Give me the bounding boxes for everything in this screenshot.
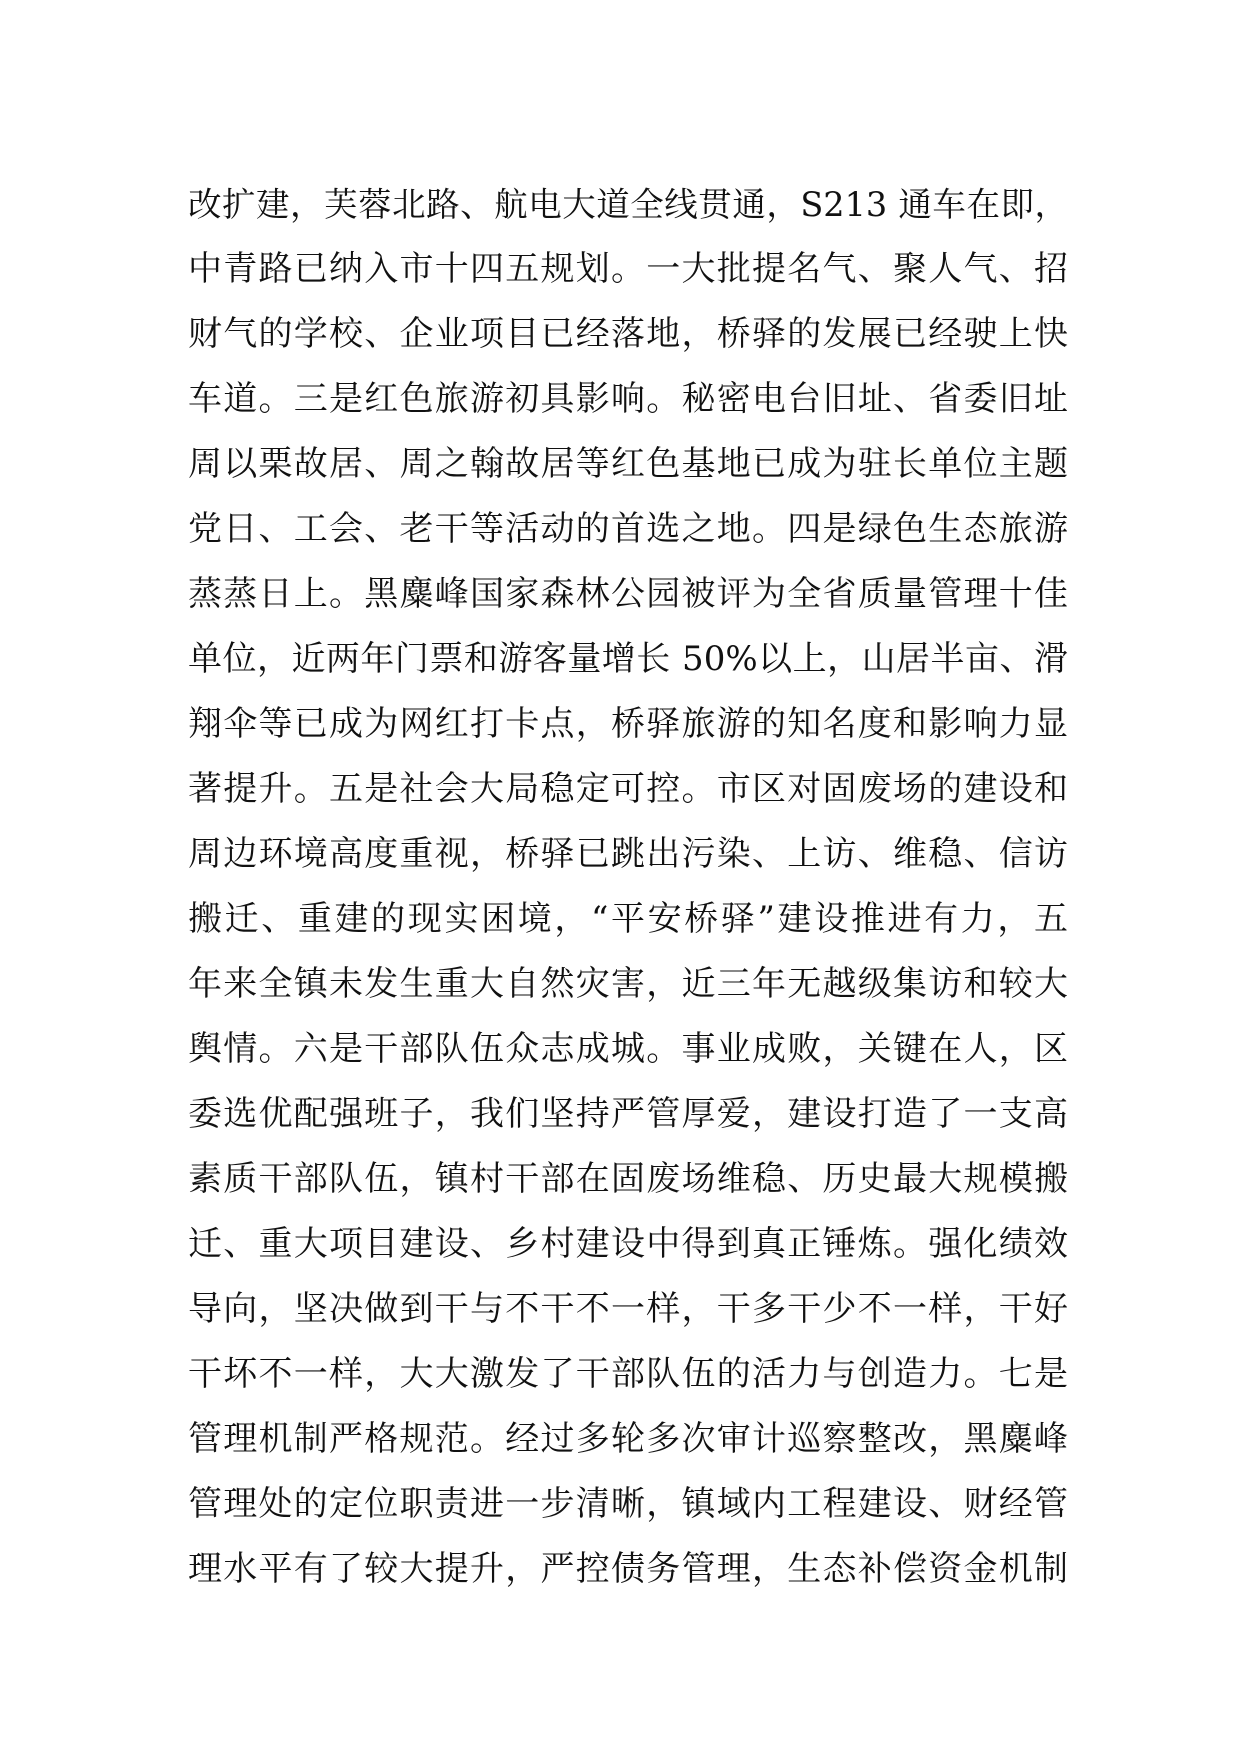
text-line-19: 干坏不一样，大大激发了干部队伍的活力与创造力。七是 [188, 1354, 1068, 1394]
text-line-7: 蒸蒸日上。黑麋峰国家森林公园被评为全省质量管理十佳 [188, 574, 1068, 614]
text-line-18: 导向，坚决做到干与不干不一样，干多干少不一样，干好 [188, 1289, 1068, 1329]
text-line-14: 舆情。六是干部队伍众志成城。事业成败，关键在人，区 [188, 1029, 1068, 1069]
text-line-6: 党日、工会、老干等活动的首选之地。四是绿色生态旅游 [188, 509, 1068, 549]
text-line-17: 迁、重大项目建设、乡村建设中得到真正锤炼。强化绩效 [188, 1224, 1068, 1264]
text-line-20: 管理机制严格规范。经过多轮多次审计巡察整改，黑麋峰 [188, 1419, 1068, 1459]
text-line-13: 年来全镇未发生重大自然灾害，近三年无越级集访和较大 [188, 964, 1068, 1004]
text-line-21: 管理处的定位职责进一步清晰，镇域内工程建设、财经管 [188, 1484, 1068, 1524]
text-line-9: 翔伞等已成为网红打卡点，桥驿旅游的知名度和影响力显 [188, 704, 1068, 744]
text-line-5: 周以栗故居、周之翰故居等红色基地已成为驻长单位主题 [188, 444, 1068, 484]
text-line-12: 搬迁、重建的现实困境，“平安桥驿”建设推进有力，五 [188, 899, 1068, 939]
text-line-1: 改扩建，芙蓉北路、航电大道全线贯通，S213 通车在即， [188, 185, 1068, 224]
text-line-10: 著提升。五是社会大局稳定可控。市区对固废场的建设和 [188, 769, 1068, 809]
text-line-3: 财气的学校、企业项目已经落地，桥驿的发展已经驶上快 [188, 314, 1068, 354]
text-line-8: 单位，近两年门票和游客量增长 50%以上，山居半亩、滑 [188, 639, 1068, 679]
text-line-22: 理水平有了较大提升，严控债务管理，生态补偿资金机制 [188, 1549, 1068, 1589]
text-line-16: 素质干部队伍，镇村干部在固废场维稳、历史最大规模搬 [188, 1159, 1068, 1199]
text-line-11: 周边环境高度重视，桥驿已跳出污染、上访、维稳、信访 [188, 834, 1068, 874]
text-line-2: 中青路已纳入市十四五规划。一大批提名气、聚人气、招 [188, 249, 1068, 289]
body-paragraph [188, 172, 1068, 1602]
text-line-4: 车道。三是红色旅游初具影响。秘密电台旧址、省委旧址 [188, 379, 1068, 419]
text-line-15: 委选优配强班子，我们坚持严管厚爱，建设打造了一支高 [188, 1094, 1068, 1134]
